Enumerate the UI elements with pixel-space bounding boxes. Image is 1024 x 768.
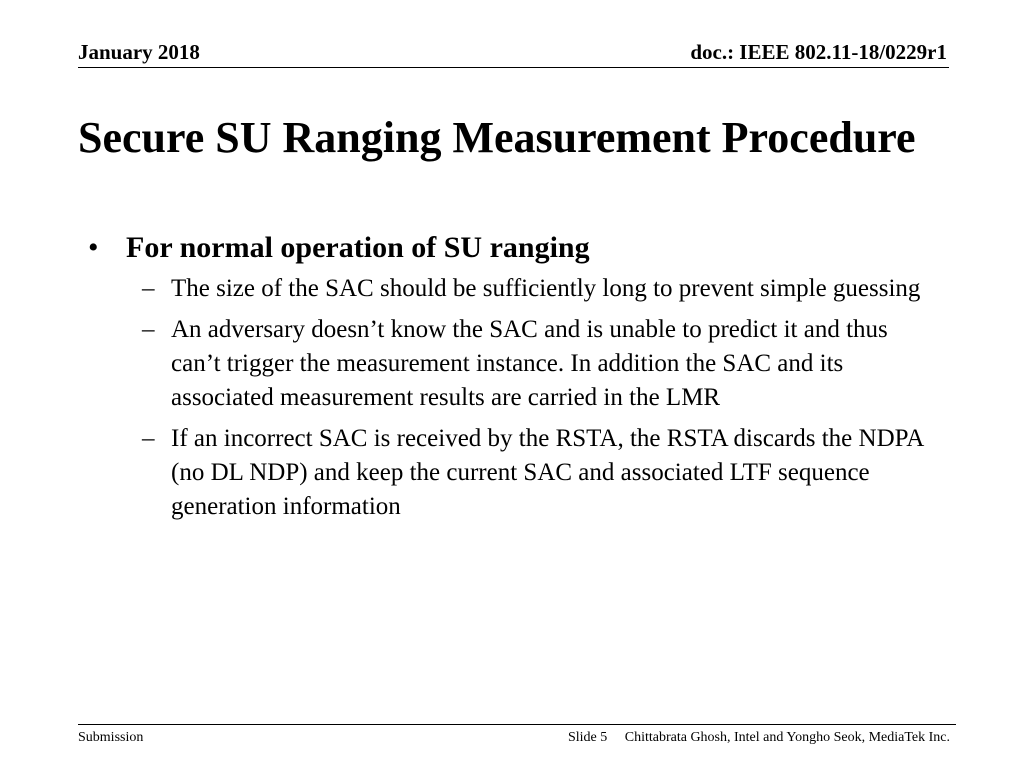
footer-authors: Chittabrata Ghosh, Intel and Yongho Seok, MediaTek Inc. — [624, 730, 950, 745]
sub-bullet-marker: – — [142, 275, 155, 302]
bullet-item — [88, 228, 968, 268]
slide-title: Secure SU Ranging Measurement Procedure — [78, 113, 916, 162]
sub-bullet-marker: – — [142, 316, 155, 343]
sub-bullet-marker: – — [142, 425, 155, 452]
footer-divider — [78, 724, 956, 725]
slide-body — [88, 228, 968, 531]
sub-bullet-item — [88, 422, 968, 524]
header-doc-id: doc.: IEEE 802.11-18/0229r1 — [690, 40, 947, 64]
header-date: January 2018 — [78, 40, 200, 64]
footer-submission: Submission — [78, 730, 144, 745]
header-divider — [78, 67, 949, 68]
bullet-text: For normal operation of SU ranging — [126, 231, 590, 264]
sub-bullet-list — [88, 272, 968, 524]
sub-bullet-item — [88, 272, 968, 306]
sub-bullet-text: An adversary doesn’t know the SAC and is unable to predict it and thus can’t trigger the measurement instance. In addition the SAC and its associated measurement results are carried in the LMR — [171, 316, 888, 411]
sub-bullet-item — [88, 313, 968, 415]
footer-info — [568, 729, 950, 747]
bullet-marker: • — [88, 231, 99, 264]
sub-bullet-text: The size of the SAC should be sufficiently long to prevent simple guessing — [171, 275, 921, 302]
sub-bullet-text: If an incorrect SAC is received by the RSTA, the RSTA discards the NDPA (no DL NDP) and keep the current SAC and associated LTF sequence generation information — [171, 425, 923, 520]
slide-number: Slide 5 — [567, 730, 608, 745]
